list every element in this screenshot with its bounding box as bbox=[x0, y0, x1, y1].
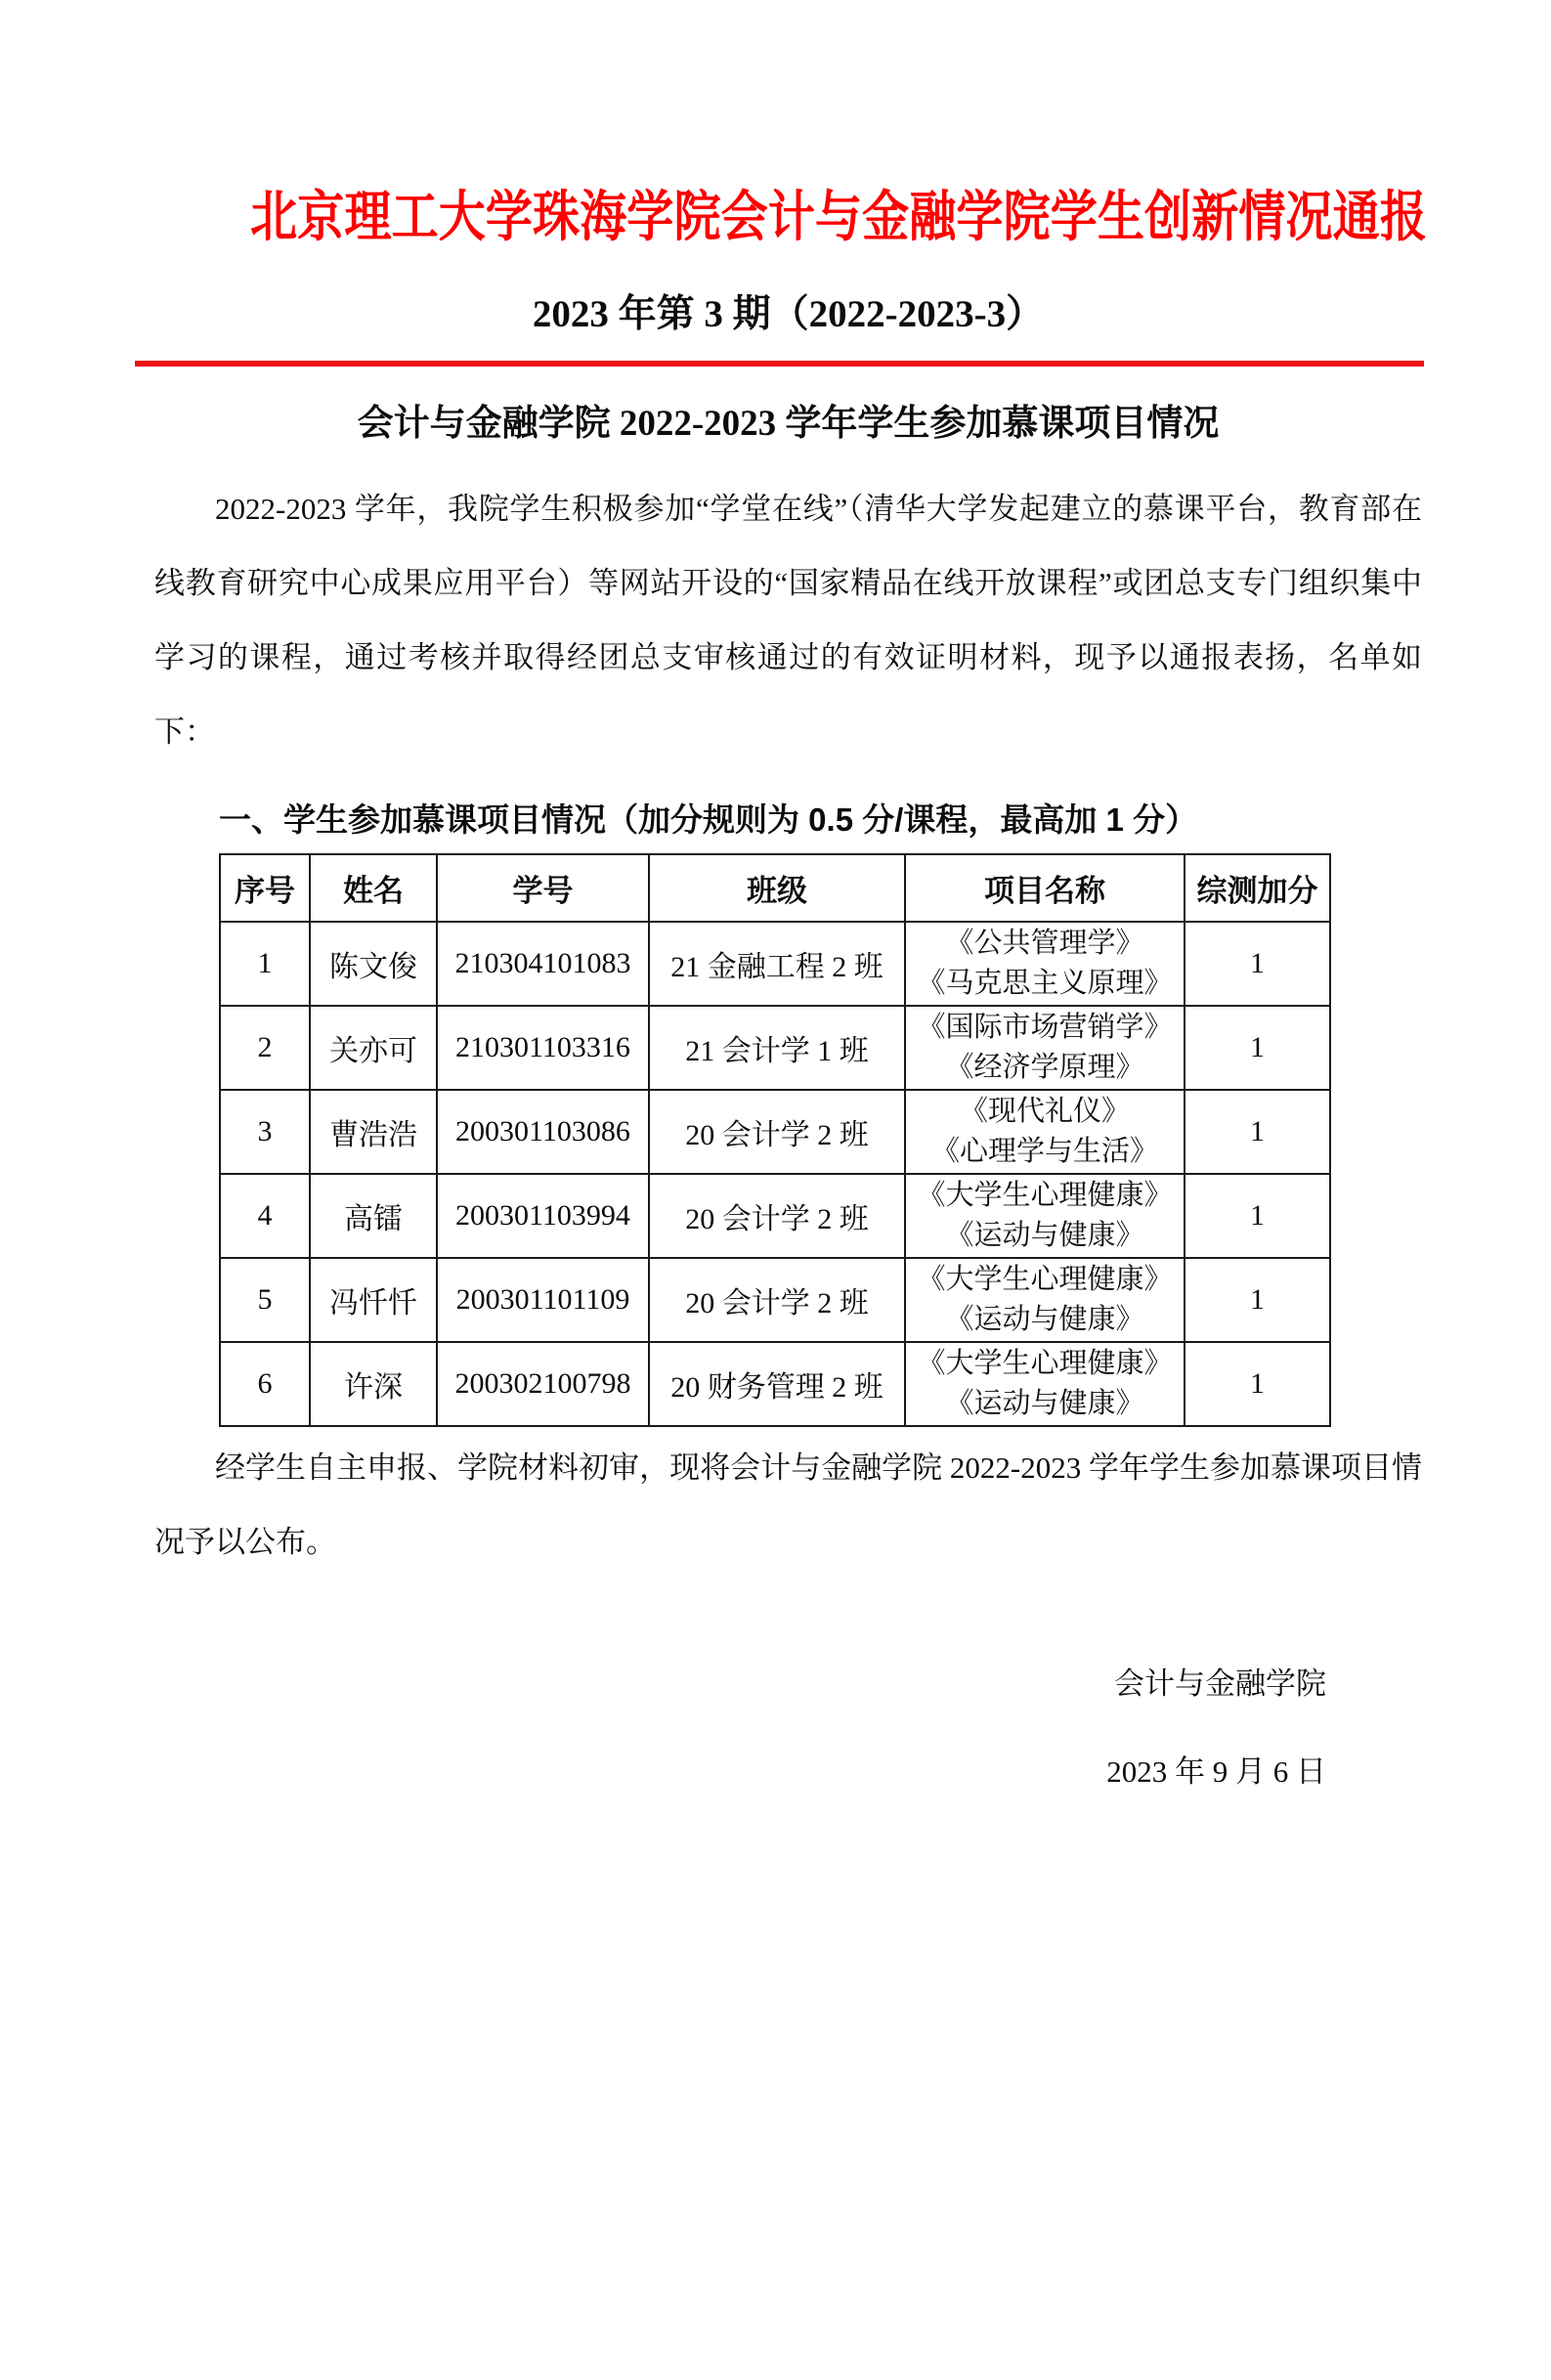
class-cell: 20 会计学 2 班 bbox=[649, 1258, 905, 1342]
serial-cell: 6 bbox=[220, 1342, 310, 1426]
serial-cell: 4 bbox=[220, 1174, 310, 1258]
student-id-cell: 210304101083 bbox=[437, 922, 649, 1006]
project-line-1: 《大学生心理健康》 bbox=[917, 1264, 1173, 1296]
issue-line: 2023 年第 3 期（2022-2023-3） bbox=[532, 293, 1045, 336]
project-cell bbox=[905, 922, 1185, 1006]
project-line-2: 《心理学与生活》 bbox=[930, 1136, 1158, 1168]
project-cell bbox=[905, 1174, 1185, 1258]
signature-block bbox=[154, 1662, 1422, 1795]
column-header-name: 姓名 bbox=[310, 854, 437, 922]
score-cell: 1 bbox=[1185, 1258, 1330, 1342]
project-line-1: 《现代礼仪》 bbox=[959, 1096, 1130, 1128]
page-title bbox=[154, 186, 1427, 248]
serial-cell: 5 bbox=[220, 1258, 310, 1342]
table-row bbox=[220, 1342, 1330, 1426]
closing-paragraph: 经学生自主申报、学院材料初审，现将会计与金融学院 2022-2023 学年学生参加慕课项目情况予以公布。 bbox=[154, 1450, 1422, 1560]
mooc-table bbox=[219, 853, 1331, 1427]
score-cell: 1 bbox=[1185, 922, 1330, 1006]
column-header-class: 班级 bbox=[649, 854, 905, 922]
project-line-2: 《运动与健康》 bbox=[945, 1220, 1144, 1252]
serial-cell: 1 bbox=[220, 922, 310, 1006]
name-cell: 高镭 bbox=[310, 1174, 437, 1258]
column-header-project: 项目名称 bbox=[905, 854, 1185, 922]
class-cell: 20 会计学 2 班 bbox=[649, 1174, 905, 1258]
class-cell: 20 会计学 2 班 bbox=[649, 1090, 905, 1174]
table-row bbox=[220, 1090, 1330, 1174]
project-line-2: 《经济学原理》 bbox=[945, 1052, 1144, 1084]
name-cell: 陈文俊 bbox=[310, 922, 437, 1006]
student-id-cell: 210301103316 bbox=[437, 1006, 649, 1090]
list-heading: 一、学生参加慕课项目情况（加分规则为 0.5 分/课程，最高加 1 分） bbox=[219, 801, 1198, 839]
student-id-cell: 200301101109 bbox=[437, 1258, 649, 1342]
table-row bbox=[220, 922, 1330, 1006]
project-line-2: 《马克思主义原理》 bbox=[917, 968, 1173, 1000]
project-cell bbox=[905, 1006, 1185, 1090]
date: 2023 年 9 月 6 日 bbox=[1106, 1754, 1326, 1790]
table-row bbox=[220, 1006, 1330, 1090]
column-header-serial: 序号 bbox=[220, 854, 310, 922]
document-page bbox=[0, 186, 1551, 1795]
project-cell bbox=[905, 1258, 1185, 1342]
project-line-2: 《运动与健康》 bbox=[945, 1304, 1144, 1336]
divider-rule bbox=[135, 361, 1424, 367]
project-cell bbox=[905, 1342, 1185, 1426]
project-cell bbox=[905, 1090, 1185, 1174]
table-row bbox=[220, 1258, 1330, 1342]
project-line-2: 《运动与健康》 bbox=[945, 1388, 1144, 1420]
table-header-row bbox=[220, 854, 1330, 922]
class-cell: 21 金融工程 2 班 bbox=[649, 922, 905, 1006]
intro-paragraph: 2022-2023 学年，我院学生积极参加“学堂在线”（清华大学发起建立的慕课平台，教育部在线教育研究中心成果应用平台）等网站开设的“国家精品在线开放课程”或团总支专门组织集中学习的课程，通过考核并取得经团总支审核通过的有效证明材料，现予以通报表扬，名单如下： bbox=[154, 492, 1422, 750]
student-id-cell: 200301103086 bbox=[437, 1090, 649, 1174]
student-id-cell: 200302100798 bbox=[437, 1342, 649, 1426]
student-id-cell: 200301103994 bbox=[437, 1174, 649, 1258]
class-cell: 20 财务管理 2 班 bbox=[649, 1342, 905, 1426]
score-cell: 1 bbox=[1185, 1090, 1330, 1174]
score-cell: 1 bbox=[1185, 1006, 1330, 1090]
score-cell: 1 bbox=[1185, 1174, 1330, 1258]
class-cell: 21 会计学 1 班 bbox=[649, 1006, 905, 1090]
page-title-text: 北京理工大学珠海学院会计与金融学院学生创新情况通报 bbox=[250, 186, 1427, 247]
score-cell: 1 bbox=[1185, 1342, 1330, 1426]
column-header-student-id: 学号 bbox=[437, 854, 649, 922]
project-line-1: 《大学生心理健康》 bbox=[917, 1180, 1173, 1212]
name-cell: 许深 bbox=[310, 1342, 437, 1426]
name-cell: 关亦可 bbox=[310, 1006, 437, 1090]
signature: 会计与金融学院 bbox=[1114, 1666, 1326, 1702]
project-line-1: 《公共管理学》 bbox=[945, 928, 1144, 960]
name-cell: 冯忏忏 bbox=[310, 1258, 437, 1342]
table-row bbox=[220, 1174, 1330, 1258]
project-line-1: 《大学生心理健康》 bbox=[917, 1348, 1173, 1380]
serial-cell: 3 bbox=[220, 1090, 310, 1174]
name-cell: 曹浩浩 bbox=[310, 1090, 437, 1174]
serial-cell: 2 bbox=[220, 1006, 310, 1090]
section-title: 会计与金融学院 2022-2023 学年学生参加慕课项目情况 bbox=[357, 404, 1220, 445]
project-line-1: 《国际市场营销学》 bbox=[917, 1012, 1173, 1044]
column-header-score: 综测加分 bbox=[1185, 854, 1330, 922]
